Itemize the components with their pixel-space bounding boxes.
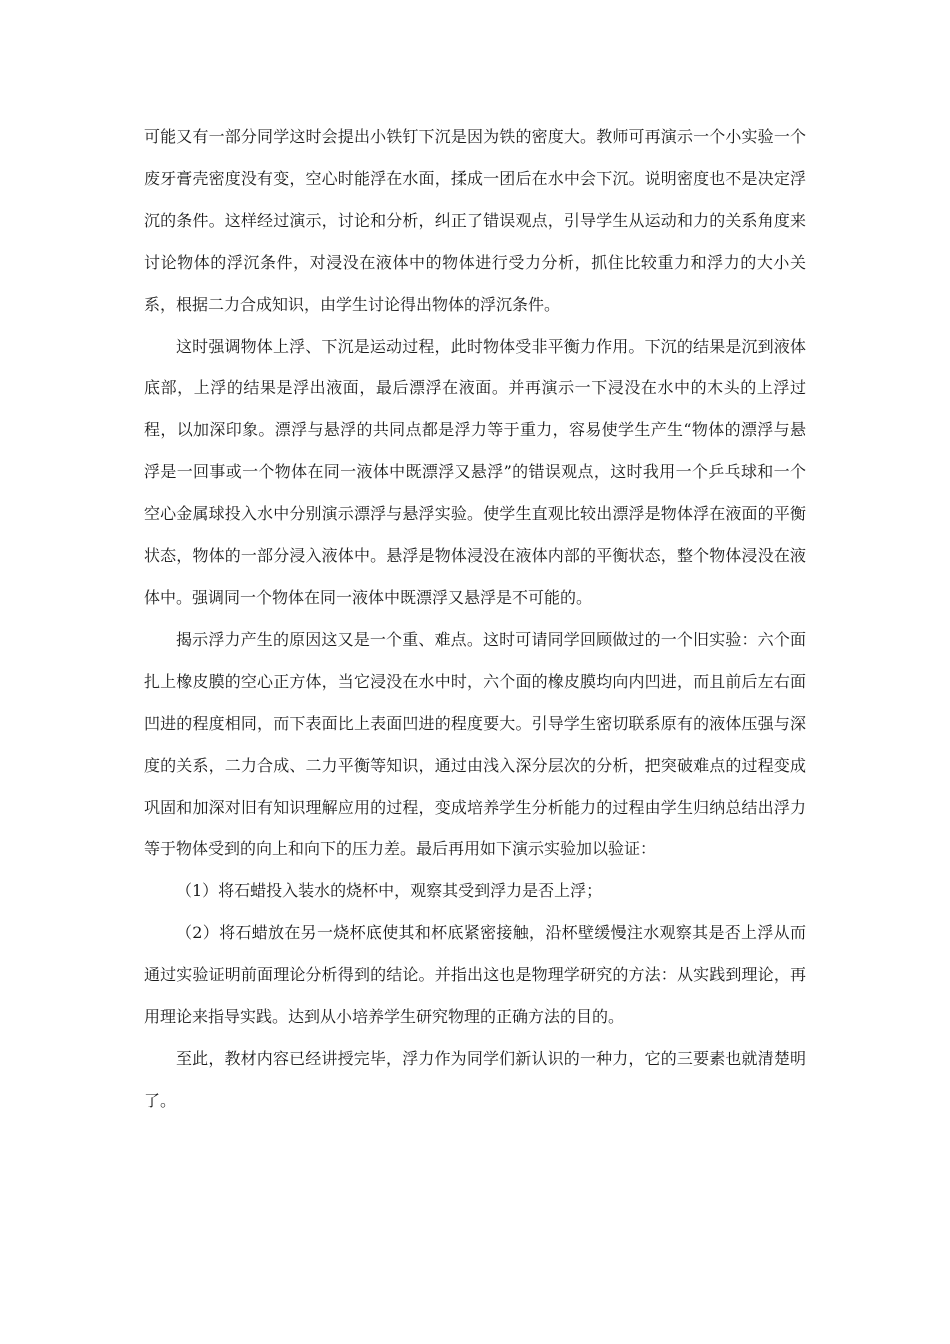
paragraph-experiment-step-2: （2）将石蜡放在另一烧杯底使其和杯底紧密接触，沿杯壁缓慢注水观察其是否上浮从而通过实验证明前面理论分析得到的结论。并指出这也是物理学研究的方法：从实践到理论，再用理论来指导实践。达到从小培养学生研究物理的正确方法的目的。 — [144, 923, 806, 1027]
paragraph-float-sink-process: 这时强调物体上浮、下沉是运动过程，此时物体受非平衡力作用。下沉的结果是沉到液体底部，上浮的结果是浮出液面，最后漂浮在液面。并再演示一下浸没在水中的木头的上浮过程，以加深印象。漂浮与悬浮的共同点都是浮力等于重力，容易使学生产生“物体的漂浮与悬浮是一回事或一个物体在同一液体中既漂浮又悬浮”的错误观点，这时我用一个乒乓球和一个空心金属球投入水中分别演示漂浮与悬浮实验。使学生直观比较出漂浮是物体浮在液面的平衡状态，物体的一部分浸入液体中。悬浮是物体浸没在液体内部的平衡状态，整个物体浸没在液体中。强调同一个物体在同一液体中既漂浮又悬浮是不可能的。 — [144, 336, 806, 607]
paragraph-experiment-step-1: （1）将石蜡投入装水的烧杯中，观察其受到浮力是否上浮； — [176, 881, 603, 901]
document-page — [144, 116, 806, 1122]
paragraph-density-experiment: 可能又有一部分同学这时会提出小铁钉下沉是因为铁的密度大。教师可再演示一个小实验一个废牙膏壳密度没有变，空心时能浮在水面，揉成一团后在水中会下沉。说明密度也不是决定浮沉的条件。这样经过演示，讨论和分析，纠正了错误观点，引导学生从运动和力的关系角度来讨论物体的浮沉条件，对浸没在液体中的物体进行受力分析，抓住比较重力和浮力的大小关系，根据二力合成知识，由学生讨论得出物体的浮沉条件。 — [144, 127, 806, 314]
paragraph-buoyancy-cause: 揭示浮力产生的原因这又是一个重、难点。这时可请同学回顾做过的一个旧实验：六个面扎上橡皮膜的空心正方体，当它浸没在水中时，六个面的橡皮膜均向内凹进，而且前后左右面凹进的程度相同，而下表面比上表面凹进的程度要大。引导学生密切联系原有的液体压强与深度的关系，二力合成、二力平衡等知识，通过由浅入深分层次的分析，把突破难点的过程变成巩固和加深对旧有知识理解应用的过程，变成培养学生分析能力的过程由学生归纳总结出浮力等于物体受到的向上和向下的压力差。最后再用如下演示实验加以验证： — [144, 629, 806, 859]
paragraph-conclusion: 至此，教材内容已经讲授完毕，浮力作为同学们新认识的一种力，它的三要素也就清楚明了。 — [144, 1048, 806, 1110]
